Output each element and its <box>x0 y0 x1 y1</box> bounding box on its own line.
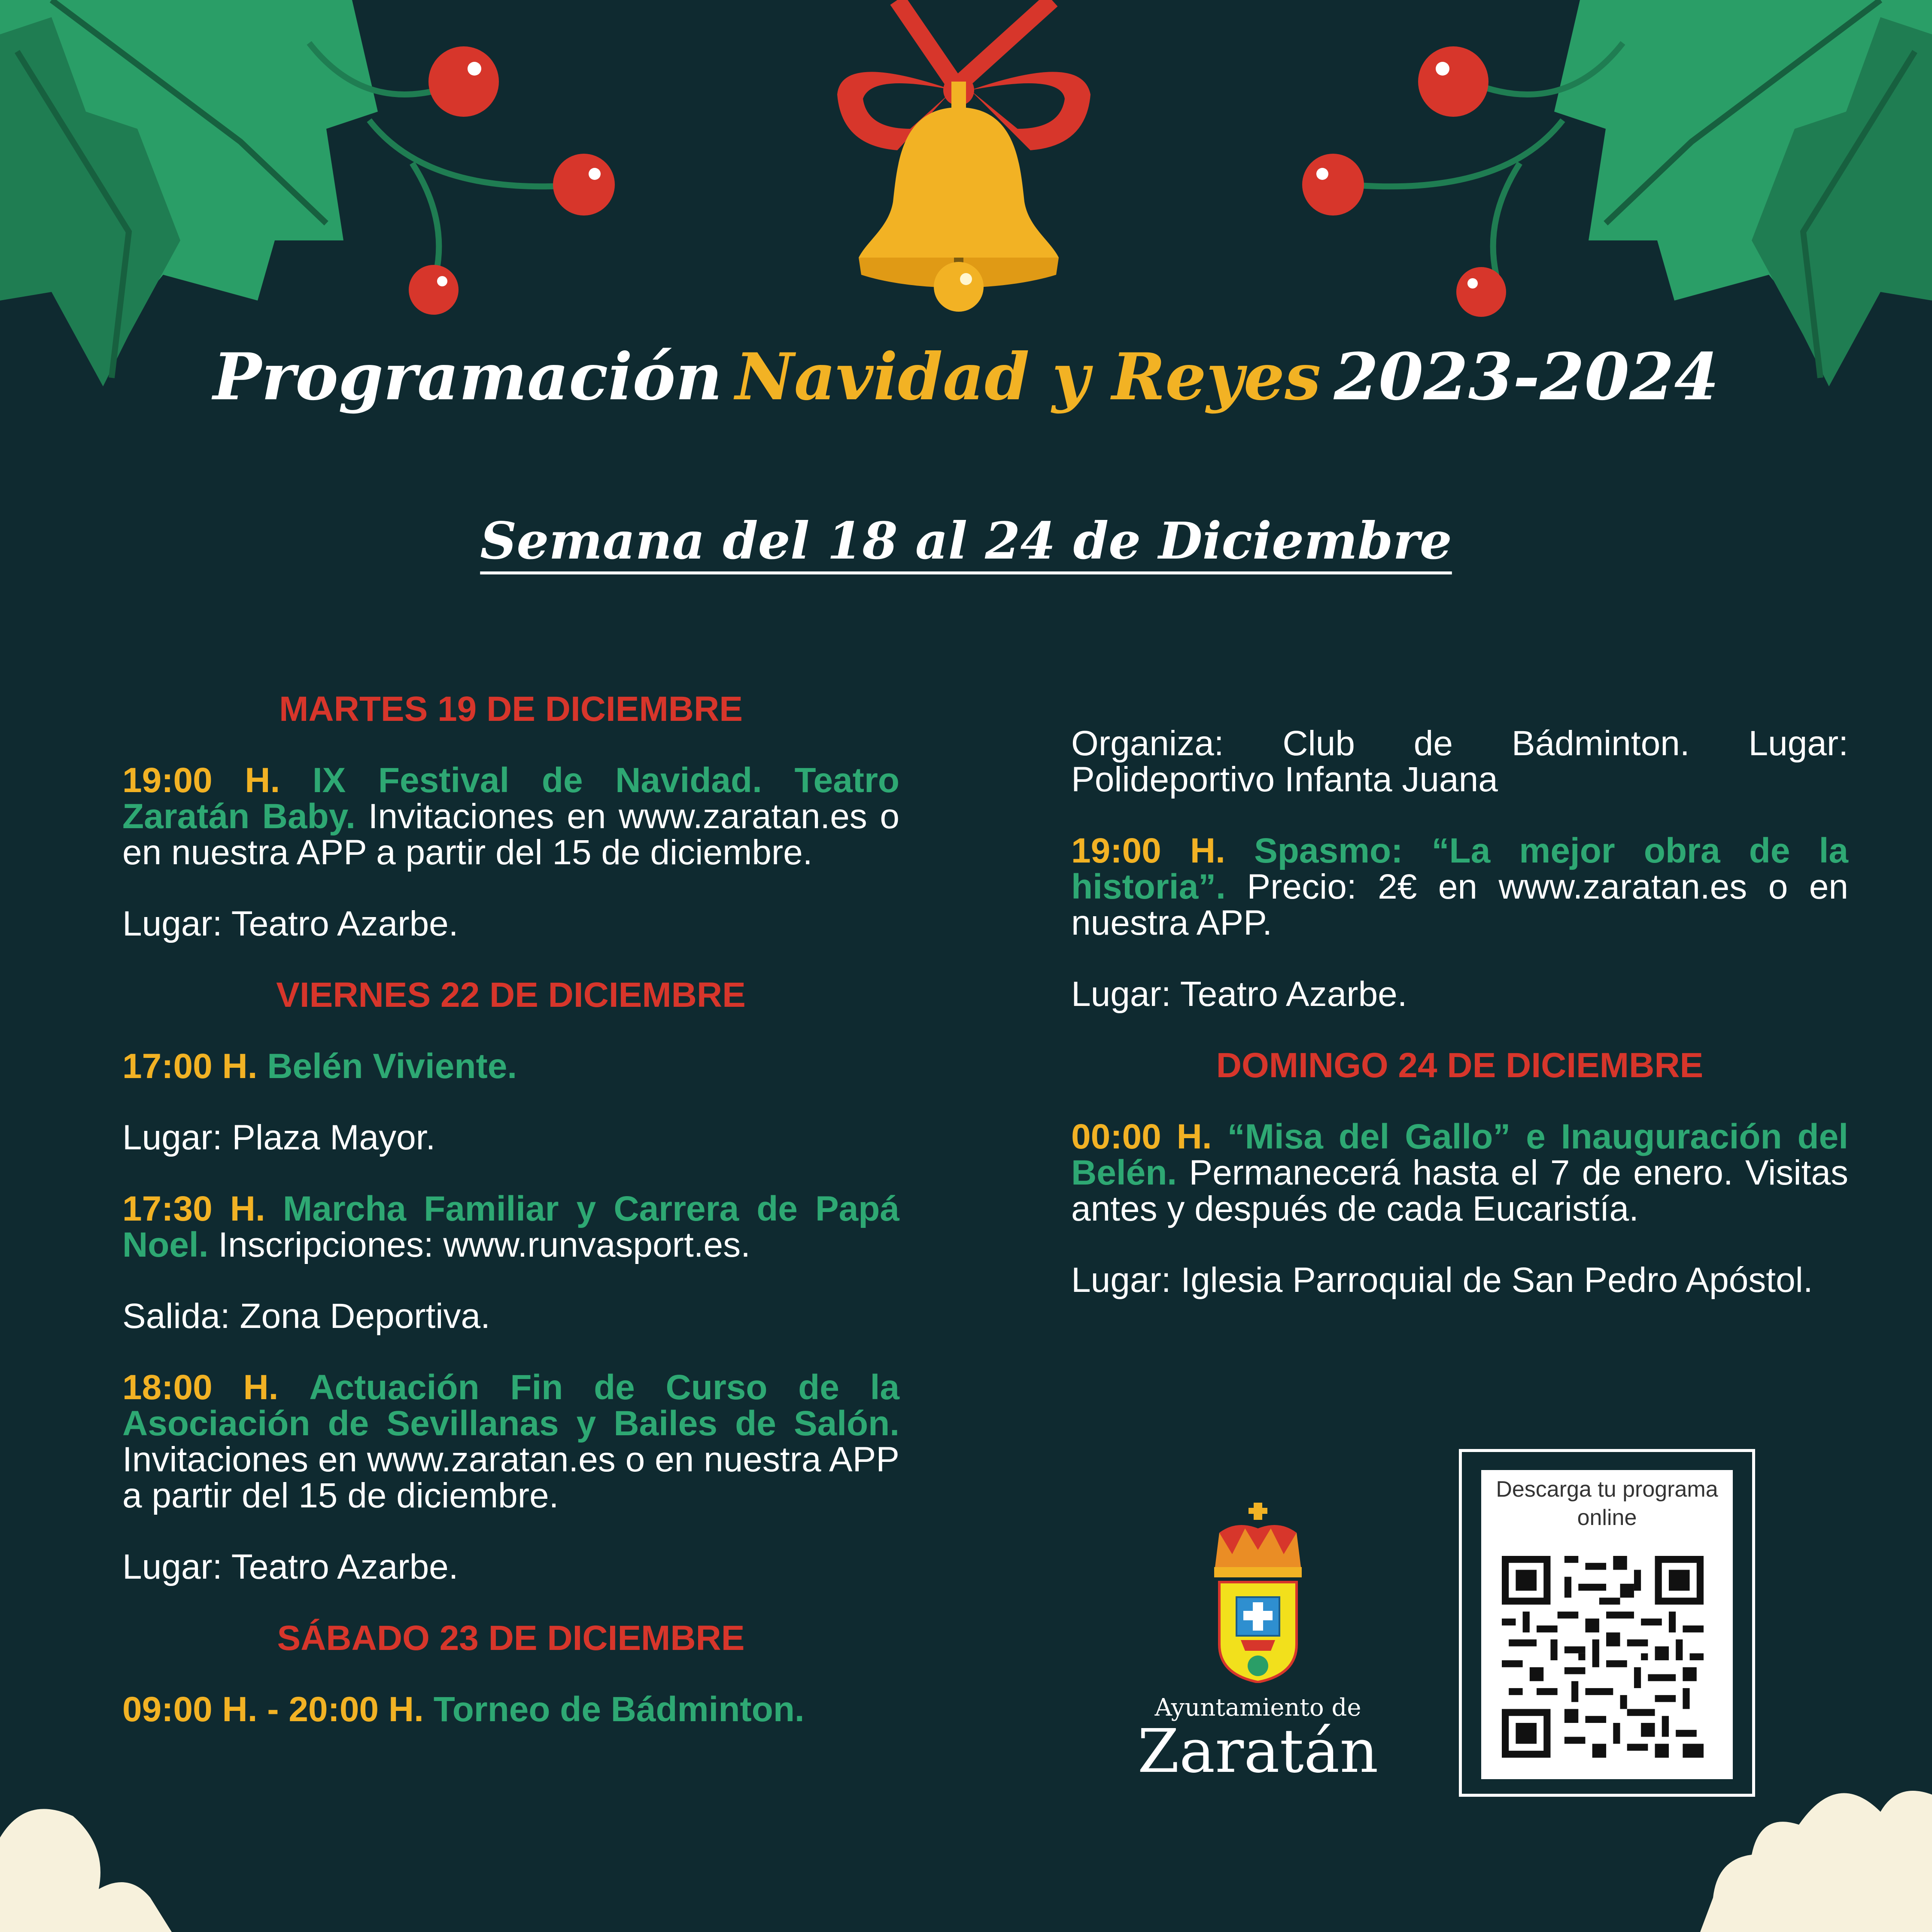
event-description: Invitaciones en www.zaratan.es o en nuestra APP a partir del 15 de diciembre. <box>122 797 899 872</box>
event-description: Organiza: Club de Bádminton. Lugar: Polideportivo Infanta Juana <box>1071 724 1848 799</box>
coat-of-arms-icon <box>1206 1503 1309 1683</box>
event-place: Lugar: Teatro Azarbe. <box>1071 975 1407 1014</box>
event-entry <box>122 1692 899 1728</box>
event-title: Actuación Fin de Curso de la Asociación de Sevillanas y Bailes de Salón. <box>122 1368 899 1443</box>
qr-card <box>1481 1470 1733 1779</box>
event-title: Belén Viviente. <box>267 1047 517 1086</box>
page-title <box>0 339 1932 415</box>
day-heading: SÁBADO 23 DE DICIEMBRE <box>277 1619 745 1658</box>
event-place: Lugar: Iglesia Parroquial de San Pedro Apóstol. <box>1071 1261 1813 1300</box>
event-entry <box>1071 833 1848 941</box>
event-title: Spasmo: “La mejor obra de la historia”. <box>1071 831 1848 906</box>
berry-icon <box>309 43 615 315</box>
event-time: 00:00 H. <box>1071 1117 1212 1156</box>
event-entry <box>122 762 899 871</box>
page-subtitle: Semana del 18 al 24 de Diciembre <box>480 511 1452 571</box>
event-time: 17:00 H. <box>122 1047 258 1086</box>
event-time: 17:30 H. <box>122 1189 265 1228</box>
logo-line-2: Zaratán <box>1137 1716 1379 1786</box>
qr-box[interactable] <box>1459 1449 1755 1797</box>
event-time: 18:00 H. <box>122 1368 279 1407</box>
day-heading: VIERNES 22 DE DICIEMBRE <box>276 975 746 1015</box>
event-place: Salida: Zona Deportiva. <box>122 1297 490 1336</box>
title-part-1: Programación <box>213 339 723 415</box>
qr-label: Descarga tu programa online <box>1496 1477 1718 1530</box>
event-place: Lugar: Teatro Azarbe. <box>122 1547 459 1586</box>
event-title: Torneo de Bádminton. <box>433 1690 805 1729</box>
municipality-logo <box>1133 1503 1382 1786</box>
event-place: Lugar: Plaza Mayor. <box>122 1118 436 1157</box>
event-title: Marcha Familiar y Carrera de Papá Noel. <box>122 1189 899 1264</box>
event-entry <box>122 1191 899 1263</box>
event-time: 09:00 H. - 20:00 H. <box>122 1690 424 1729</box>
qr-code-icon[interactable] <box>1502 1556 1704 1758</box>
program-right-column <box>1071 726 1848 1334</box>
event-place: Lugar: Teatro Azarbe. <box>122 904 459 943</box>
event-title: “Misa del Gallo” e Inauguración del Belén. <box>1071 1117 1848 1192</box>
title-part-3: 2023-2024 <box>1334 339 1719 415</box>
day-heading: DOMINGO 24 DE DICIEMBRE <box>1216 1046 1704 1085</box>
logo-line-1: Ayuntamiento de <box>1154 1694 1361 1722</box>
day-heading: MARTES 19 DE DICIEMBRE <box>279 690 743 729</box>
event-entry <box>122 1370 899 1514</box>
event-description: Permanecerá hasta el 7 de enero. Visitas antes y después de cada Eucaristía. <box>1071 1153 1848 1228</box>
berry-icon <box>1302 43 1623 317</box>
program-left-column <box>122 691 899 1763</box>
event-title: IX Festival de Navidad. Teatro Zaratán Baby. <box>122 761 899 836</box>
event-time: 19:00 H. <box>122 761 280 800</box>
event-entry <box>1071 1119 1848 1227</box>
event-entry <box>122 1048 899 1084</box>
title-part-2: Navidad y Reyes <box>735 339 1321 415</box>
event-description: Precio: 2€ en www.zaratan.es o en nuestra APP. <box>1071 867 1848 942</box>
event-description: Inscripciones: www.runvasport.es. <box>218 1225 750 1264</box>
event-description: Invitaciones en www.zaratan.es o en nuestra APP a partir del 15 de diciembre. <box>122 1440 899 1515</box>
event-time: 19:00 H. <box>1071 831 1225 870</box>
cloud-decoration <box>0 1791 1932 1932</box>
